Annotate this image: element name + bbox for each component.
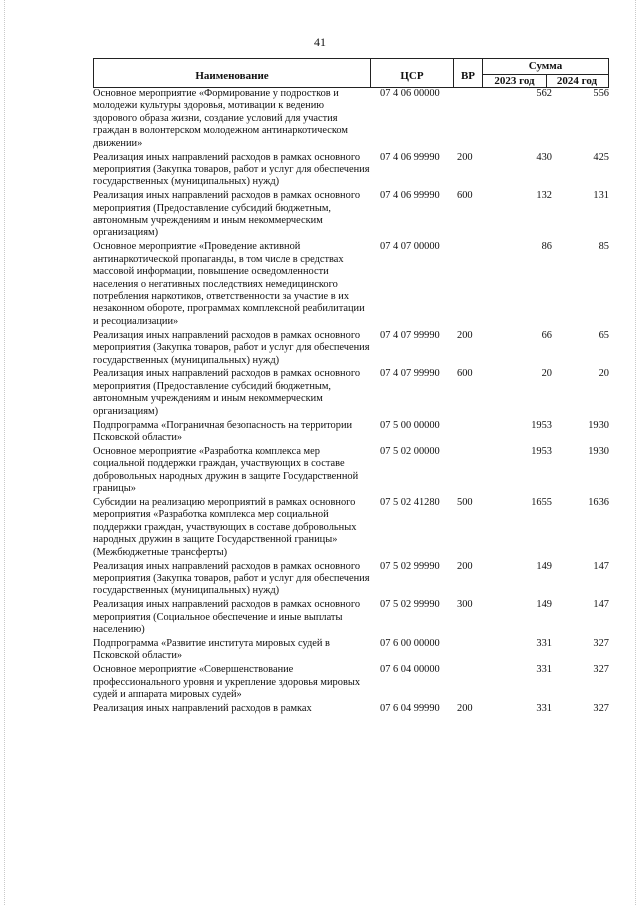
row-sum-2023: 331 [536, 703, 552, 714]
row-sum-2024: 425 [593, 151, 609, 163]
row-sum-2023: 86 [541, 241, 552, 253]
row-csr-code: 07 4 06 99990 [380, 151, 440, 163]
table-row [93, 368, 609, 418]
row-vr-code [457, 638, 492, 663]
row-vr-code: 200 [457, 703, 473, 714]
row-sum-2024: 147 [593, 599, 609, 611]
row-name: Реализация иных направлений расходов в рамках основного мероприятия (Закупка товаров, работ и услуг для обеспечения государственных (муниципальных) нужд) [93, 151, 370, 188]
row-vr-code [457, 88, 492, 150]
row-csr-code: 07 5 02 99990 [380, 599, 440, 611]
header-year-2024: 2024 год [556, 75, 598, 87]
table-row [93, 664, 609, 701]
row-sum-2023: 331 [536, 637, 552, 649]
row-name: Реализация иных направлений расходов в рамках основного мероприятия (Предоставление субсидий бюджетным, автономным учреждениям и иным некоммерческим организациям) [93, 190, 361, 239]
row-sum-2024: 556 [593, 88, 609, 99]
row-vr-code: 200 [457, 329, 473, 341]
row-vr-code: 300 [457, 599, 473, 611]
table-row [93, 420, 609, 445]
row-sum-2024: 327 [593, 703, 609, 714]
table-row [93, 497, 609, 559]
row-sum-2023: 149 [536, 599, 552, 611]
row-name: Реализация иных направлений расходов в рамках основного мероприятия (Закупка товаров, работ и услуг для обеспечения государственных (муниципальных) нужд) [93, 560, 370, 597]
row-sum-2024: 20 [598, 368, 609, 380]
header-vr: ВР [454, 59, 483, 87]
table-row [93, 561, 609, 598]
row-sum-2023: 1953 [531, 445, 552, 457]
row-vr-code: 200 [457, 560, 473, 572]
row-name: Основное мероприятие «Совершенствование профессионального уровня и укрепление здоровья мировых судей и аппарата мировых судей» [93, 664, 361, 701]
row-sum-2023: 1953 [531, 419, 552, 431]
row-sum-2023: 562 [536, 88, 552, 99]
row-vr-code [457, 446, 492, 496]
row-csr-code: 07 4 06 00000 [380, 88, 440, 99]
page-edge-left [4, 0, 5, 905]
table-row [93, 599, 609, 636]
row-sum-2023: 331 [536, 664, 552, 676]
table-body [93, 88, 609, 715]
table-row [93, 152, 609, 189]
row-sum-2024: 131 [593, 190, 609, 202]
row-csr-code: 07 5 02 99990 [380, 560, 440, 572]
row-csr-code: 07 5 02 41280 [380, 497, 440, 508]
row-sum-2023: 20 [541, 368, 552, 380]
row-csr-code: 07 5 00 00000 [380, 419, 440, 431]
header-year-2023: 2023 год [483, 74, 547, 87]
row-vr-code [457, 664, 492, 701]
table-header [93, 58, 609, 88]
row-name: Реализация иных направлений расходов в рамках основного мероприятия (Социальное обеспечение и иные выплаты населению) [93, 599, 361, 636]
header-csr: ЦСР [371, 59, 454, 87]
row-sum-2024: 1930 [588, 445, 609, 457]
row-csr-code: 07 6 04 99990 [380, 703, 440, 714]
row-csr-code: 07 5 02 00000 [380, 445, 440, 457]
row-vr-code [457, 241, 492, 328]
row-csr-code: 07 4 06 99990 [380, 190, 440, 202]
row-vr-code: 600 [457, 368, 473, 380]
row-name: Подпрограмма «Развитие института мировых судей в Псковской области» [93, 637, 330, 662]
header-sum: Сумма [483, 59, 608, 75]
row-sum-2024: 327 [593, 637, 609, 649]
table-row [93, 446, 609, 496]
row-sum-2024: 327 [593, 664, 609, 676]
table-row [93, 88, 609, 150]
row-name: Реализация иных направлений расходов в рамках [93, 703, 312, 714]
row-vr-code [457, 420, 492, 445]
row-name: Основное мероприятие «Формирование у подростков и молодежи культуры здоровья, мотивации к ведению здорового образа жизни, создание условий для участия граждан в волонтерском молодежном антинаркотическом движении» [93, 88, 348, 149]
row-vr-code: 500 [457, 497, 473, 508]
row-sum-2023: 149 [536, 560, 552, 572]
header-sum-group [483, 59, 608, 87]
table-row [93, 703, 609, 715]
row-name: Основное мероприятие «Разработка комплекса мер социальной поддержки граждан, участвующих в составе добровольных народных дружин в защите Государственной границы» [93, 445, 359, 495]
row-name: Реализация иных направлений расходов в рамках основного мероприятия (Закупка товаров, работ и услуг для обеспечения государственных (муниципальных) нужд) [93, 329, 370, 366]
row-csr-code: 07 6 00 00000 [380, 637, 440, 649]
table-row [93, 190, 609, 240]
row-sum-2024: 147 [593, 560, 609, 572]
table-row [93, 638, 609, 663]
row-sum-2023: 1655 [531, 497, 552, 508]
row-csr-code: 07 4 07 00000 [380, 241, 440, 253]
row-csr-code: 07 6 04 00000 [380, 664, 440, 676]
row-sum-2023: 132 [536, 190, 552, 202]
row-name: Субсидии на реализацию мероприятий в рамках основного мероприятия «Разработка комплекса мер социальной поддержки граждан, участвующих в составе добровольных народных дружин в защите Государственной границы» (Межбюджетные трансферты) [93, 497, 357, 558]
row-sum-2023: 430 [536, 151, 552, 163]
row-sum-2024: 65 [598, 329, 609, 341]
page-number: 41 [314, 35, 326, 49]
header-name: Наименование [94, 59, 371, 87]
row-sum-2024: 1930 [588, 419, 609, 431]
row-name: Реализация иных направлений расходов в рамках основного мероприятия (Предоставление субсидий бюджетным, автономным учреждениям и иным некоммерческим организациям) [93, 368, 361, 417]
row-csr-code: 07 4 07 99990 [380, 368, 440, 380]
row-csr-code: 07 4 07 99990 [380, 329, 440, 341]
row-vr-code: 600 [457, 190, 473, 202]
row-name: Подпрограмма «Пограничная безопасность на территории Псковской области» [93, 419, 353, 443]
budget-table [93, 58, 609, 717]
row-sum-2024: 1636 [588, 497, 609, 508]
row-sum-2023: 66 [541, 329, 552, 341]
table-row [93, 330, 609, 367]
row-sum-2024: 85 [598, 241, 609, 253]
row-name: Основное мероприятие «Проведение активной антинаркотической пропаганды, в том числе в средствах массовой информации, повышение осведомленности населения о негативных последствиях немедицинского потребления наркотиков, ответственности за участие в их незаконном обороте, программах комплексной реабилитации и ресоциализации» [93, 241, 365, 327]
row-vr-code: 200 [457, 151, 473, 163]
page-edge-right [635, 0, 636, 905]
table-row [93, 241, 609, 328]
